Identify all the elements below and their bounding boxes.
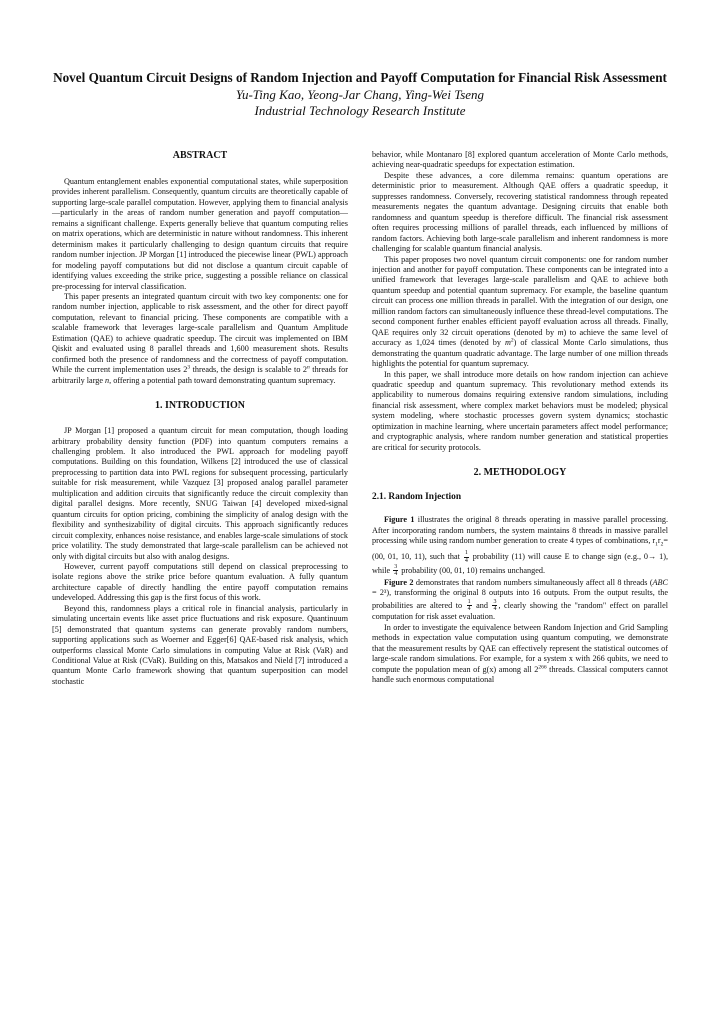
fraction-three-quarters: $\frac{3}{4}$	[493, 598, 497, 613]
abstract-paragraph-1: Quantum entanglement enables exponential computational states, while superposition provides inherent parallelism. Consequently, quantum circuits are theoretically capable of supporting large-scale parallel computation. However, applying them to financial analysis—particularly in the areas of random number generation and payoff computation—remains a significant challenge. Experts generally believe that quantum computing relies on matrix operations, which are deterministic in nature without randomness. This inherent determinism makes it particularly challenging to design quantum circuits that require random number injection. JP Morgan [1] introduced the piecewise linear (PWL) approach for modeling payoff computations but did not disclose a quantum circuit capable of identifying values exceeding the strike price, suggesting a possible reliance on classical pre-processing for interval classification.	[52, 177, 348, 291]
intro-paragraph-1: JP Morgan [1] proposed a quantum circuit for mean computation, though loading arbitrary probability density function (PDF) into quantum computers remains a challenging problem. It also introduced the PWL approach for modeling payoff computations. Building on this foundation, Wilkens [2] introduced the use of classical preprocessing to partition data into PWL regions for subsequent processing, particularly suitable for risk measurement, while Vazquez [3] proposed analog parallel parameter multiplication and addition circuits that significantly reduce the circuit complexity than digital parallel designs. More recently, SNUG Taiwan [4] developed mixed-signal quantum circuits for option pricing, combining the simplicity of analog design with the flexibility and synthesizability of digital circuits. This approach significantly reduces circuit complexity, enhances noise resistance, and enables large-scale simulations of stock price volatility. The study demonstrated that large-scale parallelism can be achieved not only with digital circuits but also with analog designs.	[52, 426, 348, 561]
abstract-paragraph-2: This paper presents an integrated quantum circuit with two key components: one for random number injection, applicable to risk assessment, and the other for direct payoff computation, relevant to financial pricing. These components are compatible with a scalable framework that leverages large-scale parallelism and Quantum Amplitude Estimation (QAE) to achieve quadratic speedup. The circuit was implemented on IBM Qiskit and evaluated using 8 parallel threads and 1,600 measurement shots. Results confirmed both the presence of randomness and the correctness of payoff computation. While the current implementation uses $2^3$ threads, the design is scalable to 2$^n$ threads for arbitrarily large n, offering a potential path toward demonstrating quantum supremacy.	[52, 291, 348, 385]
intro-paragraph-4: Despite these advances, a core dilemma remains: quantum operations are deterministic prior to measurement. Although QAE offers a quadratic speedup, it suppresses randomness. Conversely, recovering statistical randomness through repeated measurements negates the quantum advantage. Designing circuits that enable both randomness and quantum speedup is therefore difficult. The financial risk assessment often requires processing millions of parallel threads, each influenced by millions of random factors. Achieving both large-scale parallelism and inherent randomness is more challenging for scalable quantum financial analysis.	[372, 170, 668, 254]
introduction-heading: 1. INTRODUCTION	[154, 400, 245, 412]
right-column	[372, 150, 668, 687]
paper-authors: Yu-Ting Kao, Yeong-Jar Chang, Ying-Wei Tseng	[235, 87, 485, 102]
fraction-one-quarter: $\frac{1}{4}$	[464, 550, 468, 564]
random-injection-subheading: 2.1. Random Injection	[372, 492, 462, 503]
intro-paragraph-5: This paper proposes two novel quantum circuit components: one for random number injection and another for payoff computation. These components can be integrated into a unified framework that leverages large-scale parallelism and QAE to achieve both quantum speedup and potential quantum supremacy. For example, the baseline quantum circuit can process one million threads in parallel. With the integration of our design, one million random factors can simultaneously influence these thread-level computations. The second component further enables efficient payoff evaluation across all threads. Finally, QAE requires only 32 circuit operations (denoted by m) to achieve the same level of accuracy as 1,024 times (denoted by $m^2$) of classical Monte Carlo simulations, thus demonstrating the quantum quadratic advantage. The large number of one million threads highlights the potential for quantum supremacy.	[372, 254, 668, 369]
intro-paragraph-2: However, current payoff computations still depend on classical preprocessing to isolate regions above the strike price before quantum evaluation. A fully quantum architecture capable of directly handling the entire payoff computation remains undeveloped. Addressing this gap is the first focus of this work.	[52, 561, 348, 603]
methodology-paragraph-2: Figure 2 demonstrates that random numbers simultaneously affect all 8 threads (ABC = 2³), transforming the original 8 outputs into 16 outputs. From the output results, the probabilities are altered to $\frac{1}{4}$ and $\frac{3}{4}$ , clearly showing the "random" effect on parallel computation for risk asset evaluation.	[372, 577, 669, 622]
methodology-paragraph-3: In order to investigate the equivalence between Random Injection and Grid Sampling methods in expectation value computation using quantum computing, we demonstrate that the measurement results by QAE can effectively represent the statistical outcomes of large-scale random simulations. For example, for a system x with 266 qubits, we need to compute the population mean of g(x) among all $2^{266}$ threads. Classical computers cannot handle such enormous computational	[372, 622, 669, 685]
paper-title: Novel Quantum Circuit Designs of Random Injection and Payoff Computation for Financial Risk Assessment	[53, 70, 667, 85]
paper-affiliation: Industrial Technology Research Institute	[254, 103, 466, 118]
fraction-three-quarters: $\frac{3}{4}$	[394, 563, 398, 578]
intro-paragraph-3: Beyond this, randomness plays a critical role in financial analysis, particularly in simulating uncertain events like asset price fluctuations and risk exposure. Quantinuum [5] demonstrated that quantum systems can generate provably random numbers, supporting applications such as Woerner and Egger[6] QAE-based risk analysis, which outperforms classical Monte Carlo simulations in computing Value at Risk (VaR) and Conditional Value at Risk (CVaR). Building on this, Matsakos and Nield [7] introduced a quantum Monte Carlo framework showing that quantum superposition can model stochastic	[52, 603, 348, 686]
intro-paragraph-3-continued: behavior, while Montanaro [8] explored quantum acceleration of Monte Carlo methods, achieving near-quadratic speedups for expectation estimation.	[372, 150, 668, 170]
left-column	[52, 150, 348, 687]
methodology-paragraph-1: Figure 1 illustrates the original 8 threads operating in massive parallel processing. After incorporating random numbers, the system maintains 8 threads in massive parallel processing while using random number generation to create 4 types of combinations, $r_1r_2=(00$, 01, 10, 11), such that $\frac{1}{4}$ probability (11) will cause E to change sign (e.g., 0→ 1), while $\frac{3}{4}$ probability (00, 01, 10) remains unchanged.	[372, 515, 668, 578]
abstract-heading: ABSTRACT	[172, 150, 228, 161]
two-column-body	[52, 150, 668, 687]
methodology-heading: 2. METHODOLOGY	[473, 467, 567, 479]
intro-paragraph-6: In this paper, we shall introduce more details on how random injection can achieve quadratic speedup and quantum supremacy. This revolutionary method extends its applicability to numerous domains requiring extensive random simulations, including financial risk assessment, where complex market behaviors must be modeled; physical system modeling, where stochastic processes govern system dynamics; stochastic optimization in machine learning, where uncertain parameters affect model performance; and cryptographic analysis, where random number generation and statistical properties are critical for security protocols.	[372, 369, 668, 452]
fraction-one-quarter: $\frac{1}{4}$	[467, 598, 471, 613]
